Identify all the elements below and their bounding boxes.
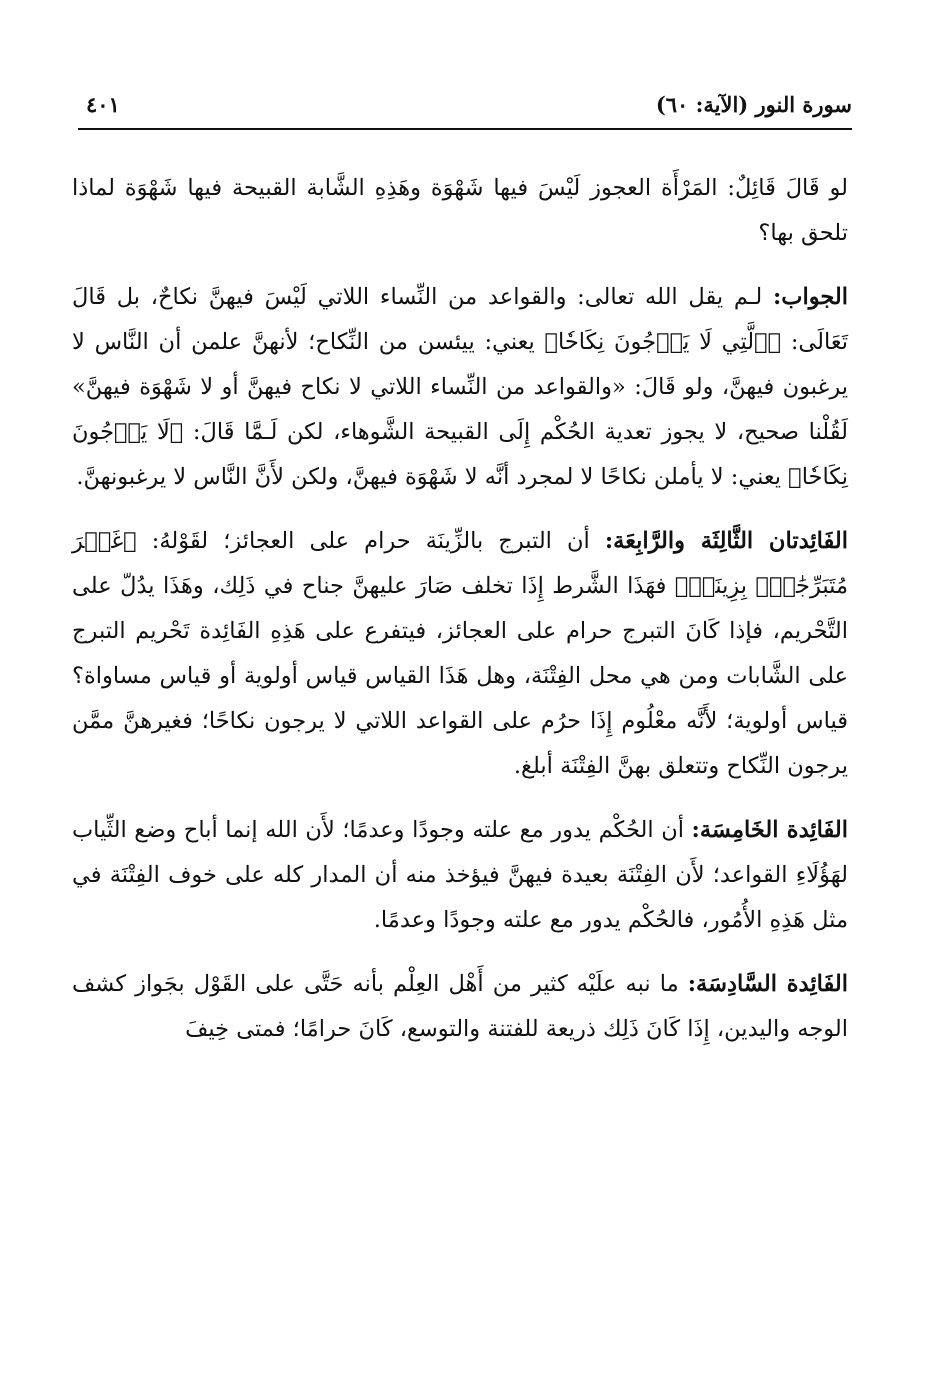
header-divider — [78, 128, 852, 130]
paragraph-lead: الفَائِدة الخَامِسَة: — [691, 817, 848, 843]
paragraph-lead: الفَائِدتان الثَّالِثَة والرَّابِعَة: — [604, 528, 848, 554]
paragraph-answer — [72, 275, 848, 500]
paragraph-text: أن الحُكْم يدور مع علته وجودًا وعدمًا؛ لأَن الله إنما أباح وضع الثِّياب لهَؤُلَاءِ القواعد؛ لأَن الفِتْنَة بعيدة فيهنَّ فيؤخذ منه أن المدار كله على خوف الفِتْنَة في مثل هَذِهِ الأُمُور، فالحُكْم يدور مع علته وجودًا وعدمًا. — [72, 817, 848, 933]
paragraph-benefit-6 — [72, 962, 848, 1052]
paragraph-text: أن التبرج بالزِّينَة حرام على العجائز؛ لقَوْلهُ: ﴿غَيۡرَ مُتَبَرِّجَٰتِۭ بِزِينَةٖ﴾ فهَذَا الشَّرط إِذَا تخلف صَارَ عليهنَّ جناح في ذَلِك، وهَذَا يدُلّ على التَّحْريم، فإذا كَانَ التبرج حرام على العجائز، فيتفرع على هَذِهِ الفَائِدة تَحْريم التبرج على الشَّابات ومن هي محل الفِتْنَة، وهل هَذَا القياس قياس أولوية أو قياس مساواة؟ قياس أولوية؛ لأَنَّه معْلُوم إِذَا حرُم على القواعد اللاتي لا يرجون نكاحًا؛ فغيرهنَّ ممَّن يرجون النِّكاح وتتعلق بهنَّ الفِتْنَة أبلغ. — [72, 528, 848, 779]
page-number: ٤٠١ — [86, 92, 120, 117]
page-header — [78, 88, 852, 128]
paragraph-lead: الفَائِدة السَّادِسَة: — [687, 971, 848, 997]
running-title: سورة النور (الآية: ٦٠) — [655, 92, 852, 117]
page-body — [72, 166, 848, 1071]
paragraph-text: لـم يقل الله تعالى: والقواعد من النِّساء اللاتي لَيْسَ فيهنَّ نكاحٌ، بل قَالَ تَعَالَى: ﴿ٱلَّتِي لَا يَرۡجُونَ نِكَاحٗا﴾ يعني: ييئسن من النِّكاح؛ لأنهنَّ علمن أن النَّاس لا يرغبون فيهنَّ، ولو قَالَ: «والقواعد من النِّساء اللاتي لا نكاح فيهنَّ أو لا شَهْوَة فيهنَّ» لَقُلْنا صحيح، لا يجوز تعدية الحُكْم إِلَى القبيحة الشَّوهاء، لكن لَـمَّا قَالَ: ﴿لَا يَرۡجُونَ نِكَاحٗا﴾ يعني: لا يأملن نكاحًا لا لمجرد أنَّه لا شَهْوَة فيهنَّ، ولكن لأَنَّ النَّاس لا يرغبونهنَّ. — [72, 284, 848, 490]
paragraph-text: لو قَالَ قَائِلٌ: المَرْأَة العجوز لَيْسَ فيها شَهْوَة وهَذِهِ الشَّابة القبيحة فيها شَهْوَة لماذا تلحق بها؟ — [72, 175, 848, 246]
paragraph-lead: الجواب: — [773, 284, 848, 310]
paragraph-question — [72, 166, 848, 256]
paragraph-text: ما نبه علَيْه كثير من أَهْل العِلْم بأنه حَتَّى على القَوْل بجَواز كشف الوجه واليدين، إِذَا كَانَ ذَلِك ذريعة للفتنة والتوسع، كَانَ حرامًا؛ فمتى خِيفَ — [72, 971, 848, 1042]
paragraph-benefit-5 — [72, 808, 848, 943]
paragraph-benefit-3-4 — [72, 519, 848, 789]
